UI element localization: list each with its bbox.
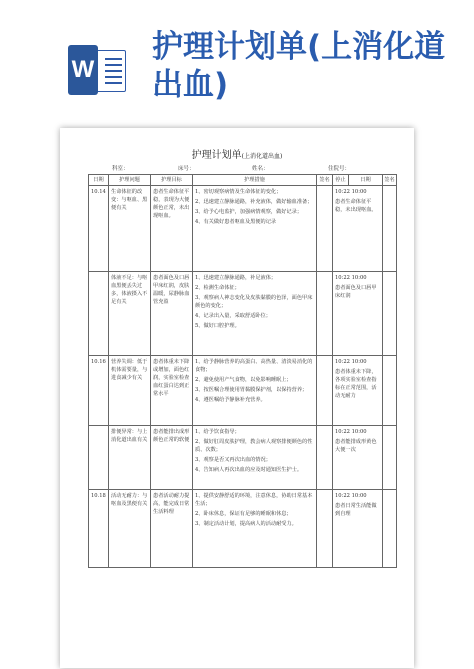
col-stop-sign: 签名	[383, 175, 397, 186]
row-stop-sign	[383, 272, 397, 356]
care-plan-sheet	[60, 128, 414, 668]
row-problem: 活动无耐力：与呕血及黑便有关	[109, 490, 151, 568]
row-goal: 患者活动耐力提高，能完成日常生活料理	[151, 490, 193, 568]
row-sign	[317, 272, 333, 356]
measure-line: 2、检测生命体征；	[195, 285, 240, 291]
row-stop	[333, 426, 383, 490]
measure-line: 1、密切观察病情及生命体征的变化；	[195, 189, 282, 195]
col-measures: 护理措施	[193, 175, 317, 186]
field-bed: 床号：	[178, 166, 195, 172]
col-stop: 停止	[333, 175, 349, 186]
row-stop-time: 10:22 10:00	[335, 493, 367, 499]
row-problem: 排便异常：与上消化道出血有关	[109, 426, 151, 490]
measure-line: 4、记录出入量，采取舒适卧位；	[195, 313, 271, 319]
row-stop-time: 10:22 10:00	[335, 189, 367, 195]
word-document-icon	[68, 45, 124, 95]
col-goal: 护理目标	[151, 175, 193, 186]
row-evaluation: 患者体重未下降，各项实验室检查指标在正常范围，活动无耐力	[335, 369, 377, 399]
sheet-title	[60, 146, 414, 161]
measure-line: 3、观察病人神志变化及皮肤黏膜的色泽，面色甲床颜色的变化；	[195, 295, 313, 309]
row-stop-time: 10:22 10:00	[335, 359, 367, 365]
measure-line: 3、观察是否又再次出血的情况；	[195, 457, 271, 463]
measure-line: 3、给予心电监护，加强病情观察，做好记录；	[195, 209, 303, 215]
measure-line: 2、迅速建立静脉通路，补充液体，做好输血准备；	[195, 199, 313, 205]
measure-line: 2、避免使用产气食物，以免影响睡眠上；	[195, 377, 292, 383]
measure-line: 4、告知病人再次出血的应及时通知医生护士。	[195, 467, 303, 473]
measure-line: 5、做好口腔护理。	[195, 323, 240, 329]
row-sign	[317, 426, 333, 490]
sheet-title-sub: (上消化道出血)	[241, 153, 283, 160]
measure-line: 1、给予饮食指导；	[195, 429, 240, 435]
row-evaluation: 患者能排成形黄色大便一次	[335, 439, 377, 453]
row-sign	[317, 186, 333, 272]
row-measures	[193, 426, 317, 490]
col-stop-date: 日期	[349, 175, 383, 186]
col-date: 日期	[89, 175, 109, 186]
row-date: 10.16	[89, 356, 109, 426]
row-measures	[193, 186, 317, 272]
row-date	[89, 426, 109, 490]
row-stop-sign	[383, 186, 397, 272]
row-problem: 体液不足：与呕血黑便丢失过多，体液摄入不足有关	[109, 272, 151, 356]
col-sign: 签名	[317, 175, 333, 186]
row-evaluation: 患者面色及口唇甲床红润	[335, 285, 377, 299]
row-sign	[317, 490, 333, 568]
document-header	[0, 0, 474, 125]
table-row	[89, 356, 397, 426]
measure-line: 1、提供安静舒适的环境，注意休息，协助日常基本生活；	[195, 493, 313, 507]
care-plan-table	[88, 174, 397, 568]
row-date: 10.18	[89, 490, 109, 568]
table-row	[89, 186, 397, 272]
row-goal: 患者体重未下降或增加，面色红润，实验室检查血红蛋白达到正常水平	[151, 356, 193, 426]
field-admission-no: 住院号：	[328, 166, 351, 172]
row-evaluation: 患者日常生活能做到自理	[335, 503, 377, 517]
row-goal: 患者能排出成形颜色正常的软便	[151, 426, 193, 490]
table-row	[89, 490, 397, 568]
measure-line: 1、迅速建立静脉通路，补足液体；	[195, 275, 277, 281]
table-header-row	[89, 175, 397, 186]
row-stop-sign	[383, 490, 397, 568]
row-stop-sign	[383, 426, 397, 490]
row-goal: 患者生命体征平稳，表现为大便颜色正常，未出现呕血。	[151, 186, 193, 272]
col-problem: 护理问题	[109, 175, 151, 186]
row-stop	[333, 490, 383, 568]
row-sign	[317, 356, 333, 426]
table-row	[89, 426, 397, 490]
table-row	[89, 272, 397, 356]
field-department: 科室：	[112, 166, 129, 172]
row-stop-sign	[383, 356, 397, 426]
field-name: 姓名：	[252, 166, 269, 172]
row-problem: 营养失调：低于机体需要量，与进食减少有关	[109, 356, 151, 426]
row-measures	[193, 356, 317, 426]
row-stop-time: 10:22 10:00	[335, 275, 367, 281]
row-stop-time: 10:22 10:00	[335, 429, 367, 435]
measure-line: 2、卧床休息，保证有足够的睡眠和休息；	[195, 511, 292, 517]
row-goal: 患者面色及口唇甲床红润，皮肤温暖，尿静脉血管充盈	[151, 272, 193, 356]
word-badge: W	[68, 45, 98, 95]
row-stop	[333, 356, 383, 426]
row-problem: 生命体征的改变：与呕血、黑便有关	[109, 186, 151, 272]
row-measures	[193, 490, 317, 568]
measure-line: 4、遵医嘱给予静脉补充营养。	[195, 397, 266, 403]
row-evaluation: 患者生命体征平稳，未出现呕血。	[335, 199, 377, 213]
row-date	[89, 272, 109, 356]
row-measures	[193, 272, 317, 356]
measure-line: 3、制定活动计划，提高病人的活动耐受力。	[195, 521, 297, 527]
measure-line: 3、按医嘱合理使用胃黏膜保护剂，以保持营养；	[195, 387, 308, 393]
row-date: 10.14	[89, 186, 109, 272]
row-stop	[333, 272, 383, 356]
measure-line: 4、有关做好患者呕血及黑便的记录	[195, 219, 277, 225]
row-stop	[333, 186, 383, 272]
document-title: 护理计划单(上消化道出血)	[152, 29, 446, 103]
measure-line: 2、做好肛周皮肤护理，教会病人观察排便颜色的性质、次数；	[195, 439, 313, 453]
measure-line: 1、给予静脉营养的高蛋白、高热量、清淡易消化的食物；	[195, 359, 313, 373]
sheet-title-main: 护理计划单	[191, 150, 242, 161]
